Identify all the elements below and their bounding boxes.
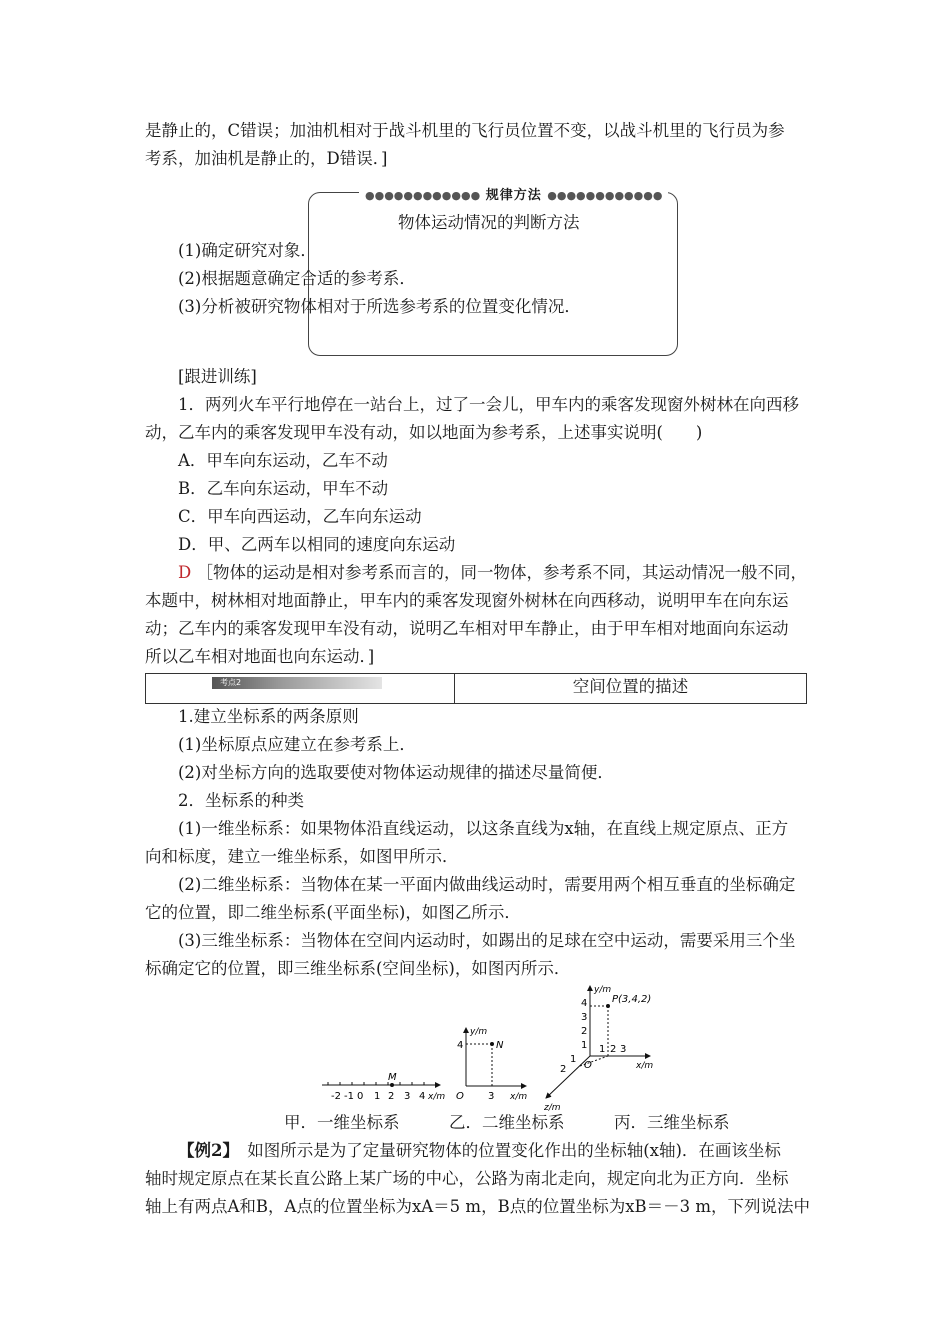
content-p6a: (2)二维坐标系：当物体在某一平面内做曲线运动时，需要用两个相互垂直的坐标确定 [178,875,796,894]
option-d: D．甲、乙两车以相同的速度向东运动 [178,535,456,554]
fig3-z-label: z/m [544,1103,561,1113]
content-p7a: (3)三维坐标系：当物体在空间内运动时，如踢出的足球在空中运动，需要采用三个坐 [178,931,796,950]
section-tag: 考点2 [212,677,382,689]
fig3-3d-axes [543,985,653,1113]
answer-line-3: 动；乙车内的乘客发现甲车没有动，说明乙车相对甲车静止，由于甲车相对地面向东运动 [145,619,789,638]
example-line-1 [178,1140,781,1162]
answer-text: ［物体的运动是相对参考系而言的，同一物体，参考系不同，其运动情况一般不同， [196,563,807,582]
content-p1: 1.建立坐标系的两条原则 [178,707,359,726]
fig3-y-tick: 3 [581,1012,588,1023]
fig2-x-tick: 3 [488,1091,495,1102]
content-p3: (2)对坐标方向的选取要使对物体运动规律的描述尽量简便． [178,763,614,782]
fig1-tick: 4 [419,1091,426,1102]
point-m [390,1083,394,1087]
fig2-y-label: y/m [470,1027,488,1037]
example-line-2: 轴时规定原点在某长直公路上某广场的中心，公路为南北走向，规定向北为正方向．坐标 [145,1169,789,1188]
content-p7b: 标确定它的位置，即三维坐标系(空间坐标)，如图丙所示． [145,959,571,978]
question-line-1: 1．两列火车平行地停在一站台上，过了一会儿，甲车内的乘客发现窗外树林在向西移 [178,395,799,414]
answer-line-1 [178,562,807,584]
fig3-z-tick: 2 [560,1064,567,1075]
question-line-2: 动，乙车内的乘客发现甲车没有动，如以地面为参考系，上述事实说明( ) [145,423,703,442]
fig1-tick: 3 [404,1091,411,1102]
point-n [490,1042,494,1046]
method-tab: ●●●●●●●●●●●● 规律方法 ●●●●●●●●●●●● [359,184,668,203]
fig3-x-label: x/m [636,1061,654,1071]
option-c: C．甲车向西运动，乙车向东运动 [178,507,422,526]
fig3-z-tick: 1 [570,1054,577,1065]
content-p2: (1)坐标原点应建立在参考系上． [178,735,416,754]
fig2-2d-axes [456,1027,527,1102]
section-title: 空间位置的描述 [572,677,689,696]
fig2-x-label: x/m [510,1092,528,1102]
coordinate-figure [300,982,680,1114]
content-p5b: 向和标度，建立一维坐标系，如图甲所示． [145,847,459,866]
example-text: 如图所示是为了定量研究物体的位置变化作出的坐标轴(x轴)．在画该坐标 [230,1141,781,1160]
fig1-tick: -1 [344,1091,354,1102]
method-title: 物体运动情况的判断方法 [398,213,580,232]
answer-line-4: 所以乙车相对地面也向东运动．] [145,647,375,666]
fig3-origin: O [584,1060,592,1071]
fig3-x-tick: 2 [610,1044,617,1055]
figure-caption: 甲．一维坐标系 乙．二维坐标系 丙．三维坐标系 [284,1113,730,1132]
fig2-origin: O [456,1091,464,1102]
content-p5a: (1)一维坐标系：如果物体沿直线运动，以这条直线为x轴，在直线上规定原点、正方 [178,819,789,838]
example-line-3: 轴上有两点A和B，A点的位置坐标为xA＝5 m，B点的位置坐标为xB＝－3 m，下列说法中 [145,1197,811,1216]
example-label: 【例2】 [178,1141,231,1160]
answer-line-2: 本题中，树林相对地面静止，甲车内的乘客发现窗外树林在向西移动，说明甲车在向东运 [145,591,789,610]
fig2-y-tick: 4 [457,1040,464,1051]
intro-line-2: 考系，加油机是静止的，D错误．] [145,149,388,168]
option-a: A．甲车向东运动，乙车不动 [178,451,388,470]
content-p6b: 它的位置，即二维坐标系(平面坐标)，如图乙所示． [145,903,521,922]
fig1-1d-axis [322,1072,445,1102]
method-item: (1)确定研究对象． [178,241,317,260]
practice-heading: [跟进训练] [178,367,257,386]
fig1-tick: 0 [357,1091,364,1102]
point-p [606,1004,610,1008]
fig1-point-label: M [388,1072,397,1083]
content-p4: 2．坐标系的种类 [178,791,304,810]
fig1-tick: 1 [374,1091,381,1102]
method-item: (2)根据题意确定合适的参考系． [178,269,416,288]
intro-line-1: 是静止的，C错误；加油机相对于战斗机里的飞行员位置不变，以战斗机里的飞行员为参 [145,121,785,140]
fig1-tick: -2 [331,1091,341,1102]
section-header [145,673,807,704]
fig3-point-label: P(3,4,2) [612,994,652,1005]
fig3-y-tick: 1 [581,1040,588,1051]
fig2-point-label: N [496,1040,504,1051]
fig3-y-tick: 2 [581,1026,588,1037]
fig3-y-label: y/m [594,985,612,995]
method-tab-label: 规律方法 [485,188,542,203]
fig3-x-tick: 3 [620,1044,627,1055]
fig1-axis-label: x/m [428,1092,446,1102]
section-tag-cell [146,674,455,703]
fig3-y-tick: 4 [581,998,588,1009]
option-b: B．乙车向东运动，甲车不动 [178,479,389,498]
answer-letter: D [178,563,192,582]
fig1-tick: 2 [388,1091,395,1102]
fig3-x-tick: 1 [599,1044,606,1055]
method-item: (3)分析被研究物体相对于所选参考系的位置变化情况． [178,297,581,316]
